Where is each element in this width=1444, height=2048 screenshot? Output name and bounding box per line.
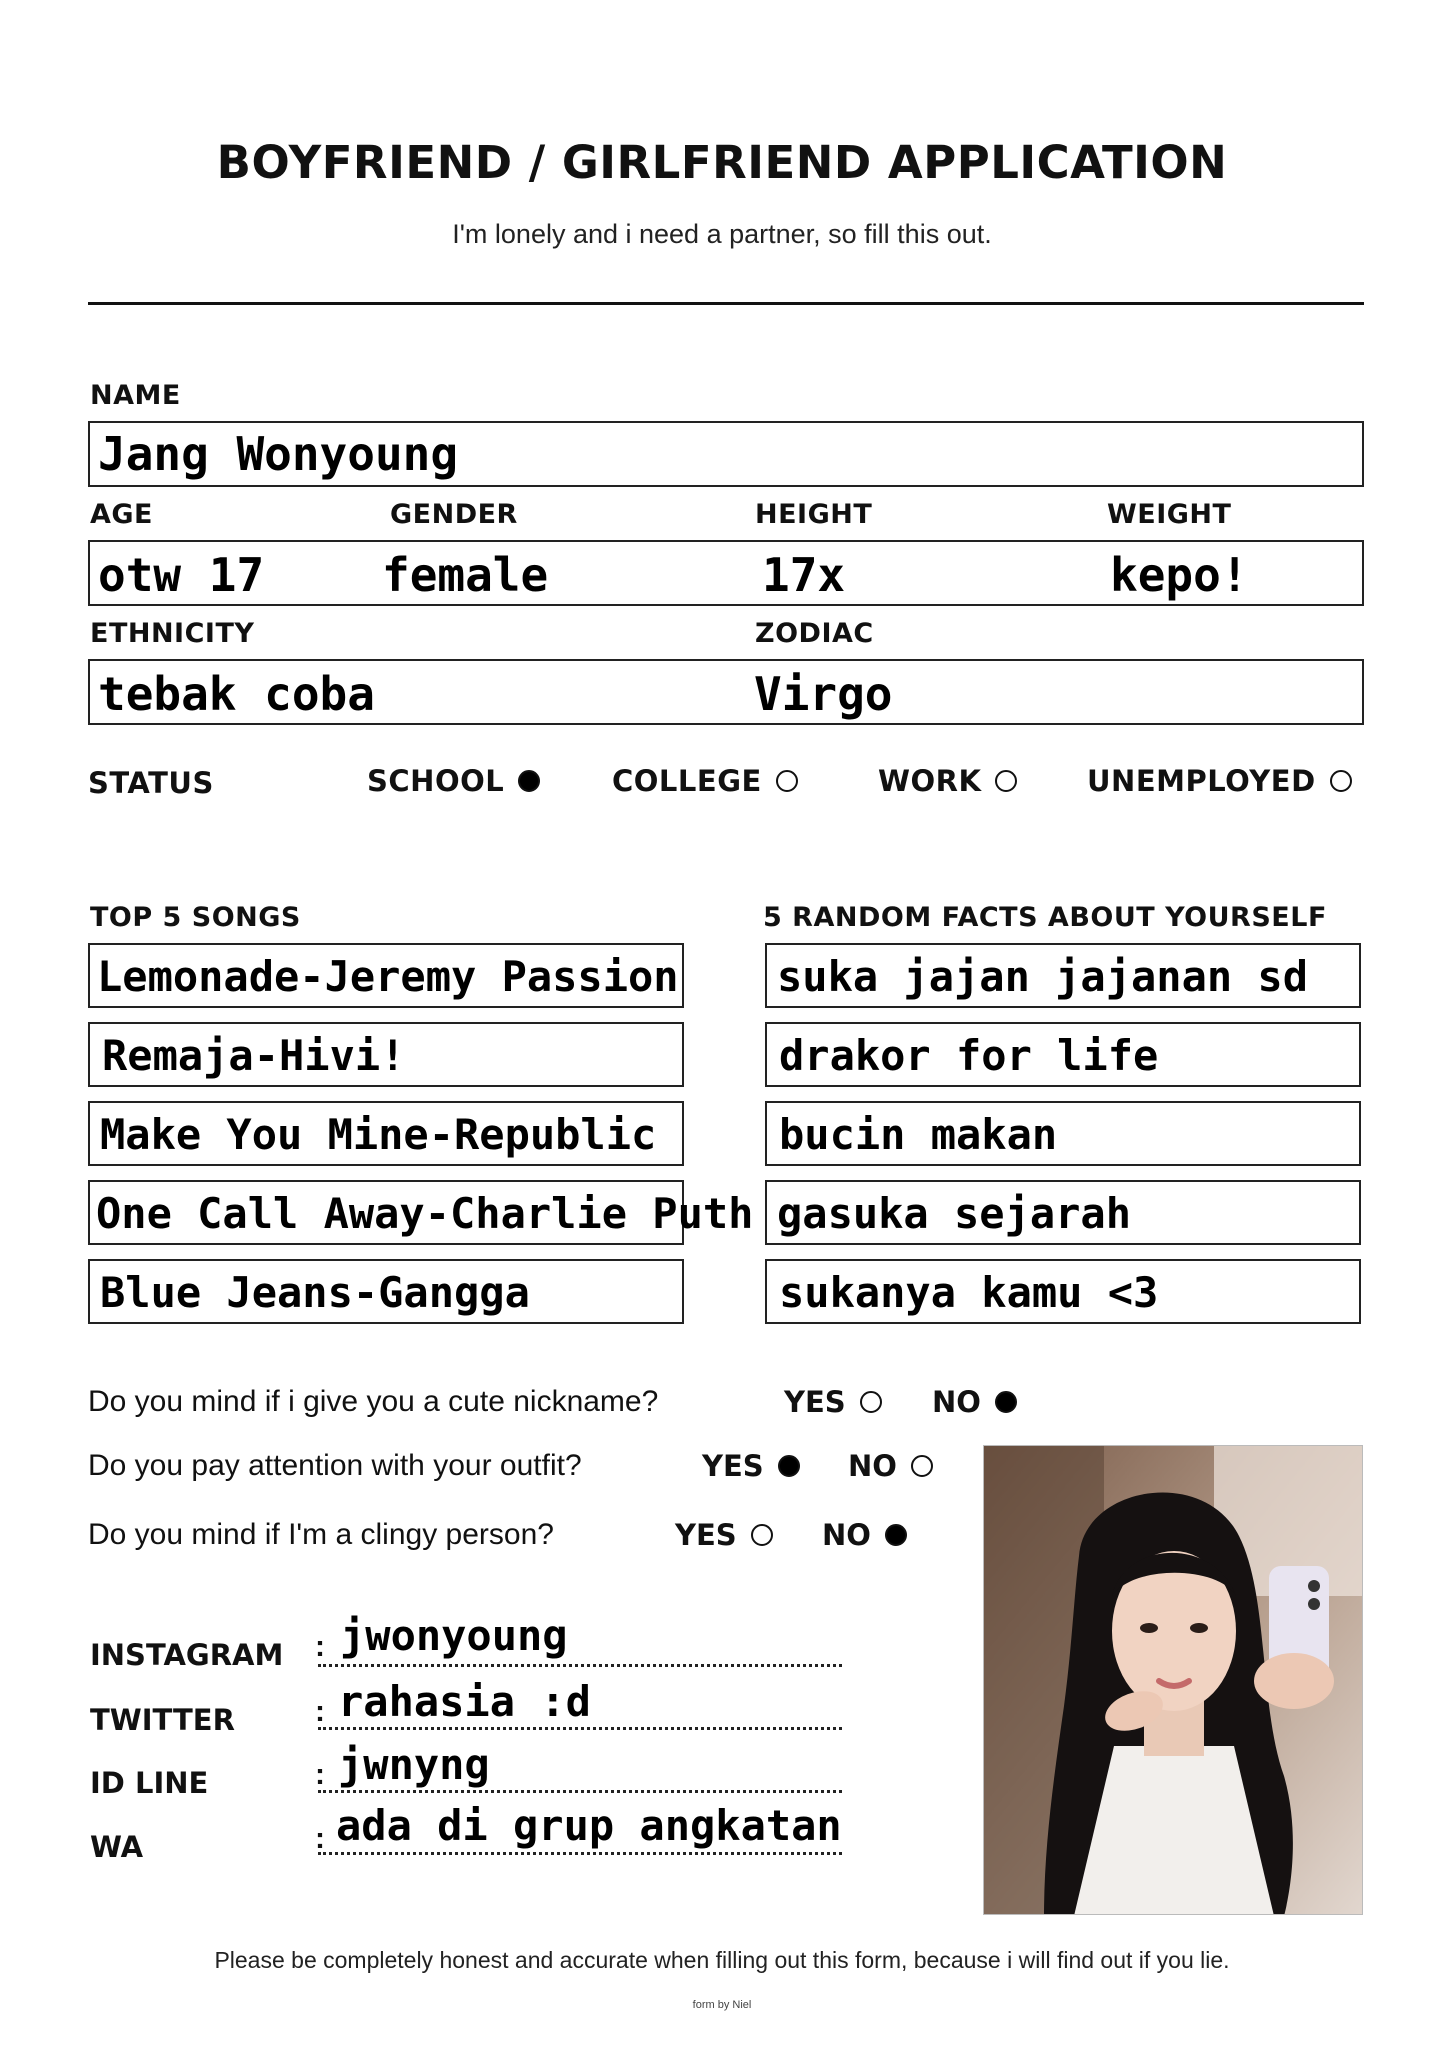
- status-option-label: WORK: [878, 764, 982, 798]
- song-field[interactable]: [88, 1259, 684, 1324]
- dotted-line: [318, 1664, 842, 1667]
- radio-empty-icon: [1330, 770, 1352, 792]
- clingy-no-option[interactable]: [822, 1518, 907, 1552]
- dotted-line: [318, 1790, 842, 1793]
- twitter-label: TWITTER: [90, 1703, 235, 1737]
- age-value: otw 17: [98, 548, 265, 602]
- radio-empty-icon: [751, 1524, 773, 1546]
- status-option-label: UNEMPLOYED: [1087, 764, 1316, 798]
- song-field[interactable]: [88, 1101, 684, 1166]
- gender-label: GENDER: [390, 499, 518, 530]
- height-label: HEIGHT: [755, 499, 873, 530]
- line-value[interactable]: jwnyng: [338, 1740, 490, 1789]
- colon: :: [315, 1758, 325, 1791]
- status-label: STATUS: [88, 766, 214, 800]
- nickname-no-option[interactable]: [932, 1385, 1017, 1419]
- colon: :: [315, 1630, 325, 1663]
- status-option-school[interactable]: [367, 764, 540, 798]
- facts-label: 5 RANDOM FACTS ABOUT YOURSELF: [763, 902, 1327, 933]
- ethnicity-zodiac-field[interactable]: [88, 659, 1364, 725]
- song-value: Remaja-Hivi!: [102, 1031, 406, 1080]
- name-field[interactable]: [88, 421, 1364, 487]
- no-label: NO: [848, 1449, 897, 1483]
- radio-filled-icon: [995, 1391, 1017, 1413]
- yes-label: YES: [675, 1518, 737, 1552]
- question-outfit: Do you pay attention with your outfit?: [88, 1449, 582, 1482]
- outfit-no-option[interactable]: [848, 1449, 933, 1483]
- status-option-work[interactable]: [878, 764, 1017, 798]
- name-value: Jang Wonyoung: [98, 427, 459, 481]
- status-option-unemployed[interactable]: [1087, 764, 1352, 798]
- gender-value: female: [382, 548, 549, 602]
- zodiac-label: ZODIAC: [755, 618, 874, 649]
- radio-empty-icon: [995, 770, 1017, 792]
- form-credit: form by Niel: [692, 1999, 752, 2011]
- ethnicity-value: tebak coba: [98, 667, 375, 721]
- songs-label: TOP 5 SONGS: [90, 902, 301, 933]
- song-value: Blue Jeans-Gangga: [100, 1268, 530, 1317]
- question-clingy: Do you mind if I'm a clingy person?: [88, 1518, 554, 1551]
- profile-photo-illustration: [984, 1446, 1363, 1915]
- status-option-college[interactable]: [612, 764, 798, 798]
- song-value: Make You Mine-Republic: [100, 1110, 657, 1159]
- colon: :: [315, 1695, 325, 1728]
- age-label: AGE: [90, 499, 154, 530]
- twitter-value[interactable]: rahasia :d: [338, 1677, 591, 1726]
- radio-filled-icon: [518, 770, 540, 792]
- no-label: NO: [822, 1518, 871, 1552]
- name-label: NAME: [90, 380, 181, 411]
- fact-value: suka jajan jajanan sd: [777, 952, 1309, 1001]
- fact-value: sukanya kamu <3: [779, 1268, 1159, 1317]
- basic-info-field[interactable]: [88, 540, 1364, 606]
- status-option-label: COLLEGE: [612, 764, 762, 798]
- height-value: 17x: [762, 548, 846, 602]
- footer-note: Please be completely honest and accurate when filling out this form, because i will find out if you lie.: [214, 1947, 1230, 1973]
- outfit-yes-option[interactable]: [702, 1449, 800, 1483]
- yes-label: YES: [702, 1449, 764, 1483]
- radio-empty-icon: [776, 770, 798, 792]
- wa-label: WA: [90, 1830, 144, 1864]
- dotted-line: [318, 1852, 842, 1855]
- zodiac-value: Virgo: [754, 667, 893, 721]
- song-value: Lemonade-Jeremy Passion: [97, 952, 679, 1001]
- colon: :: [315, 1822, 325, 1855]
- wa-value[interactable]: ada di grup angkatan: [336, 1801, 842, 1850]
- radio-empty-icon: [911, 1455, 933, 1477]
- song-value: One Call Away-Charlie Puth: [96, 1189, 754, 1238]
- nickname-yes-option[interactable]: [784, 1385, 882, 1419]
- instagram-label: INSTAGRAM: [90, 1638, 284, 1672]
- fact-field[interactable]: [765, 1259, 1361, 1324]
- form-title: BOYFRIEND / GIRLFRIEND APPLICATION: [216, 136, 1228, 189]
- song-field[interactable]: [88, 1022, 684, 1087]
- profile-photo: [983, 1445, 1363, 1915]
- fact-value: gasuka sejarah: [777, 1189, 1132, 1238]
- no-label: NO: [932, 1385, 981, 1419]
- weight-label: WEIGHT: [1107, 499, 1232, 530]
- weight-value: kepo!: [1110, 548, 1249, 602]
- fact-field[interactable]: [765, 943, 1361, 1008]
- fact-field[interactable]: [765, 1022, 1361, 1087]
- radio-filled-icon: [778, 1455, 800, 1477]
- ethnicity-label: ETHNICITY: [90, 618, 255, 649]
- question-nickname: Do you mind if i give you a cute nickname?: [88, 1385, 659, 1418]
- radio-empty-icon: [860, 1391, 882, 1413]
- form-subtitle: I'm lonely and i need a partner, so fill this out.: [452, 219, 992, 249]
- song-field[interactable]: [88, 943, 684, 1008]
- dotted-line: [318, 1727, 842, 1730]
- yes-label: YES: [784, 1385, 846, 1419]
- fact-field[interactable]: [765, 1180, 1361, 1245]
- song-field[interactable]: [88, 1180, 754, 1245]
- fact-value: bucin makan: [779, 1110, 1058, 1159]
- line-label: ID LINE: [90, 1766, 209, 1800]
- fact-value: drakor for life: [779, 1031, 1159, 1080]
- clingy-yes-option[interactable]: [675, 1518, 773, 1552]
- fact-field[interactable]: [765, 1101, 1361, 1166]
- instagram-value[interactable]: jwonyoung: [340, 1611, 568, 1660]
- header-divider: [88, 302, 1364, 305]
- radio-filled-icon: [885, 1524, 907, 1546]
- status-option-label: SCHOOL: [367, 764, 505, 798]
